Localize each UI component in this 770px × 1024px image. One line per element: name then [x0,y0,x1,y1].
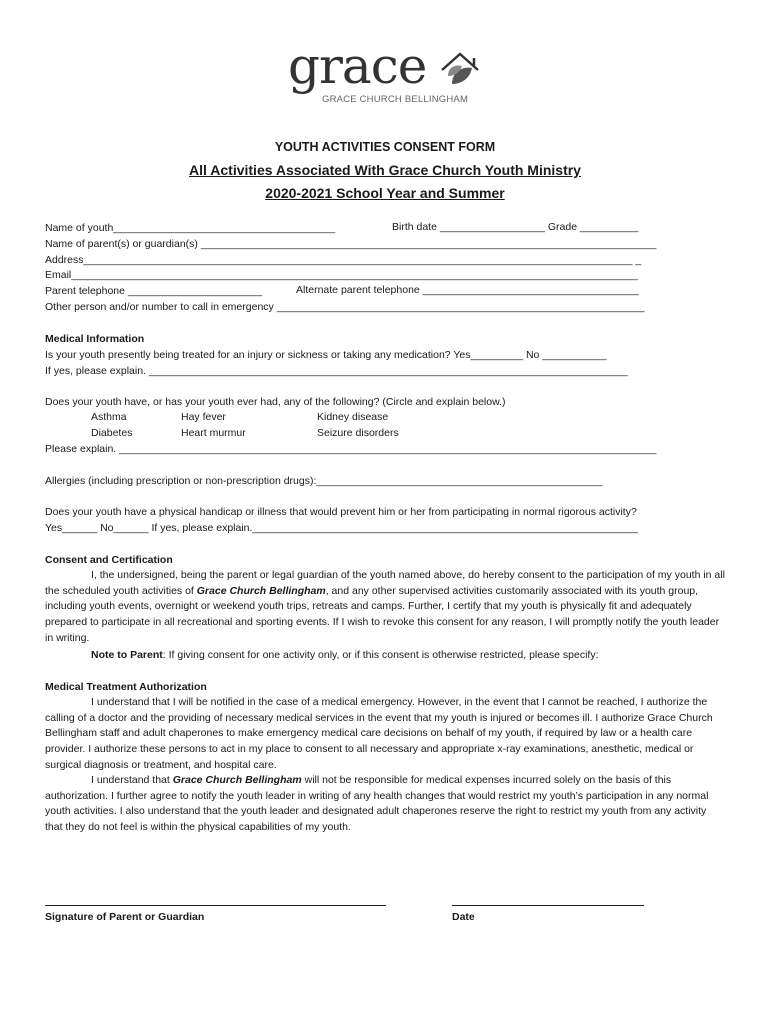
church-name: Grace Church Bellingham [196,584,326,597]
note-to-parent: Note to Parent: If giving consent for one activity only, or if this consent is otherwise restricted, please specify: [91,649,599,661]
condition-hay-fever[interactable]: Hay fever [181,411,226,423]
allergies-field[interactable]: Allergies (including prescription or non-prescription drugs):_________________________________________________ [45,475,603,487]
handicap-question: Does your youth have a physical handicap or illness that would prevent him or her from participating in normal rigorous activity? [45,506,637,518]
form-school-year: 2020-2021 School Year and Summer [265,185,505,201]
form-subtitle: All Activities Associated With Grace Church Youth Ministry [189,162,581,178]
birth-date-grade-field[interactable]: Birth date __________________ Grade __________ [392,221,639,233]
church-name: Grace Church Bellingham [172,774,302,786]
condition-kidney-disease[interactable]: Kidney disease [317,411,389,423]
conditions-explain-field[interactable]: Please explain. ____________________________________________________________________________________________ [45,443,657,455]
condition-seizure-disorders[interactable]: Seizure disorders [317,427,399,439]
parent-signature-line[interactable] [45,905,386,906]
handicap-answer-field[interactable]: Yes______ No______ If yes, please explain.__________________________________________________________________ [45,522,638,534]
parent-signature-label: Signature of Parent or Guardian [45,911,205,923]
youth-name-field[interactable]: Name of youth______________________________________ [45,222,336,234]
medication-explain-field[interactable]: If yes, please explain. __________________________________________________________________________________ [45,365,628,377]
treatment-heading: Medical Treatment Authorization [45,681,207,693]
form-title: YOUTH ACTIVITIES CONSENT FORM [274,140,496,154]
condition-heart-murmur[interactable]: Heart murmur [181,427,246,439]
address-field[interactable]: Address______________________________________________________________________________________________ _ [45,254,642,266]
parent-name-field[interactable]: Name of parent(s) or guardian(s) ______________________________________________________________________________ [45,238,657,250]
conditions-question: Does your youth have, or has your youth ever had, any of the following? (Circle and explain below.) [45,396,506,408]
alternate-phone-field[interactable]: Alternate parent telephone _____________________________________ [296,284,639,296]
treatment-paragraph-1: I understand that I will be notified in the case of a medical emergency. However, in the event that I cannot be reached, I authorize the calling of a doctor and the providing of necessary medical services in the event that my youth is injured or becomes ill. I authorize Grace Church Bellingham staff and adult chaperones to make emergency medical care decisions on behalf of my youth, if required by law or a health care provider. I authorize these persons to act in my place to consent to all necessary and appropriate x-ray examinations, anesthetic, medical or surgical diagnosis or treatment, and hospital care. [45,696,713,771]
church-logo [288,37,488,114]
house-leaf-icon [438,50,482,90]
medical-info-heading: Medical Information [45,333,145,345]
date-label: Date [452,911,475,923]
consent-heading: Consent and Certification [45,554,173,566]
parent-phone-field[interactable]: Parent telephone _______________________ [45,285,263,297]
condition-asthma[interactable]: Asthma [91,411,127,423]
medication-question[interactable]: Is your youth presently being treated for an injury or sickness or taking any medication? Yes_________ No ___________ [45,349,607,361]
logo-wordmark: grace [288,37,427,95]
date-signature-line[interactable] [452,905,644,906]
emergency-contact-field[interactable]: Other person and/or number to call in emergency _______________________________________________________________ [45,301,645,313]
consent-paragraph: I, the undersigned, being the parent or legal guardian of the youth named above, do hereby consent to the participation of my youth in all the scheduled youth activities of Grace Church Bellingham, and any other supervised activities customarily associated with its youth group, including youth events, overnight or weekend youth trips, retreats and camps. Further, I certify that my youth is physically fit and adequately prepared to participate in all recreational and sporting events. If I wish to revoke this consent for any reason, I will promptly notify the youth leader in writing. [45,569,725,644]
condition-diabetes[interactable]: Diabetes [91,427,133,439]
treatment-paragraph-2: I understand that Grace Church Bellingham will not be responsible for medical expenses incurred solely on the basis of this authorization. I further agree to notify the youth leader in writing of any health changes that would restrict my youth’s participation in any normal youth activities. I also understand that the youth leader and designated adult chaperones reserve the right to restrict my youth from any activity that they do not feel is within the physical capabilities of my youth. [45,774,709,834]
email-field[interactable]: Email_________________________________________________________________________________________________ [45,269,638,281]
logo-subtitle: GRACE CHURCH BELLINGHAM [322,94,469,105]
